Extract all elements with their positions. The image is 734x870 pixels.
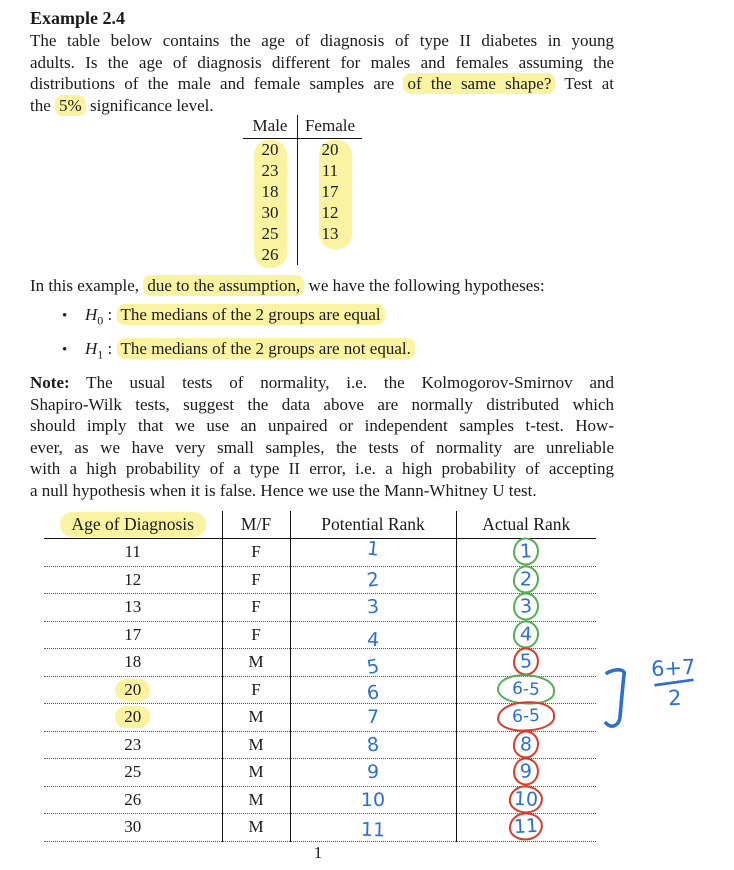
handwritten-rank: 5 (365, 655, 381, 680)
text-line: distributions of the male and female samples are of the same shape? Test at (30, 74, 614, 94)
mf-table-value: 25 (261, 224, 279, 243)
potential-rank-cell (290, 814, 456, 842)
rank-circle-annotation: 11 (508, 812, 544, 842)
mf-table-value: 13 (321, 224, 339, 243)
mf-table-value: 11 (321, 161, 339, 180)
age-cell: 12 (44, 566, 222, 594)
page-number: 1 (313, 843, 323, 862)
handwritten-rank: 4 (366, 628, 380, 652)
sex-cell: F (222, 566, 290, 594)
potential-rank-cell (290, 621, 456, 652)
age-cell: 30 (44, 814, 222, 842)
male-column (243, 115, 297, 265)
handwritten-rank: 3 (366, 595, 380, 619)
age-cell: 23 (44, 731, 222, 759)
rank-table-row (44, 814, 596, 842)
age-cell: 13 (44, 594, 222, 622)
actual-rank-cell (456, 704, 596, 732)
fraction-numerator: 6+7 (650, 654, 696, 682)
highlight: of the same shape? (403, 73, 555, 94)
hypothesis-subscript: 0 (97, 313, 104, 328)
potential-rank-cell (290, 649, 456, 680)
actual-rank-cell (456, 621, 596, 649)
sex-cell: F (222, 594, 290, 622)
highlight: due to the assumption, (143, 275, 304, 296)
female-header: Female (298, 115, 362, 139)
highlight: The medians of the 2 groups are not equal. (117, 338, 415, 359)
example-heading: Example 2.4 (30, 8, 126, 28)
potential-rank-cell (290, 786, 456, 814)
rank-circle-annotation: 1 (513, 537, 540, 566)
sex-cell: M (222, 649, 290, 677)
hypothesis-h1 (62, 339, 415, 362)
rank-circle-annotation: 10 (508, 784, 544, 814)
header-highlight: Age of Diagnosis (60, 512, 206, 537)
rank-circle-annotation: 9 (513, 757, 540, 786)
text-line: a null hypothesis when it is false. Hence we use the Mann-Whitney U test. (30, 480, 537, 500)
header-mf: M/F (222, 511, 290, 539)
text-line: Note: The usual tests of normality, i.e. the Kolmogorov-Smirnov and (30, 373, 614, 392)
sex-cell: F (222, 539, 290, 567)
highlight: 20 (115, 706, 150, 728)
text-line: Shapiro-Wilk tests, suggest the data above are normally distributed which (30, 394, 614, 414)
actual-rank-cell (456, 539, 596, 567)
highlight: The medians of the 2 groups are equal (117, 304, 385, 325)
potential-rank-cell (290, 594, 456, 622)
mf-table-value: 20 (261, 140, 279, 159)
potential-rank-cell (290, 676, 456, 704)
rank-table-row (44, 704, 596, 732)
actual-rank-cell (456, 759, 596, 787)
sex-cell: M (222, 731, 290, 759)
potential-rank-cell (290, 759, 456, 787)
bullet-icon: • (62, 308, 68, 324)
intro-paragraph (30, 30, 614, 116)
sex-cell: F (222, 676, 290, 704)
sex-cell: M (222, 759, 290, 787)
handwritten-rank: 9 (366, 761, 380, 784)
separator: : (103, 339, 117, 358)
handwritten-rank: 1 (365, 537, 381, 561)
age-cell: 18 (44, 649, 222, 677)
rank-table-row (44, 649, 596, 677)
fraction-denominator: 2 (667, 685, 683, 711)
rank-table-header-row (44, 511, 596, 539)
rank-table-row (44, 566, 596, 594)
rank-circle-annotation: 6-5 (497, 673, 556, 706)
note-paragraph (30, 372, 614, 502)
actual-rank-cell (456, 594, 596, 622)
age-cell (44, 704, 222, 732)
handwritten-rank: 7 (366, 706, 380, 729)
mf-table-value: 18 (261, 182, 279, 201)
potential-rank-cell (290, 731, 456, 759)
actual-rank-cell (456, 731, 596, 759)
actual-rank-cell (456, 566, 596, 594)
separator: : (103, 305, 117, 324)
mf-table-value: 17 (321, 182, 339, 201)
age-cell: 17 (44, 621, 222, 649)
highlight: 5% (55, 95, 86, 116)
hypothesis-symbol: H (85, 305, 98, 324)
rank-table-row (44, 594, 596, 622)
sex-cell: M (222, 704, 290, 732)
text-line: adults. Is the age of diagnosis different for males and females assuming the (30, 52, 614, 72)
fraction-annotation (645, 655, 704, 712)
rank-table (44, 511, 596, 842)
handwritten-rank: 11 (360, 818, 386, 842)
rank-table-row (44, 539, 596, 567)
actual-rank-cell (456, 814, 596, 842)
mf-table-value: 26 (261, 245, 279, 264)
handwritten-rank: 2 (365, 568, 381, 592)
sex-cell: F (222, 621, 290, 649)
bullet-icon: • (62, 342, 68, 358)
rank-circle-annotation: 2 (513, 565, 540, 594)
mf-table-value: 12 (321, 203, 339, 222)
text-line: the 5% significance level. (30, 95, 214, 115)
text-line: ever, as we have very small samples, the tests of normality are unreliable (30, 437, 614, 457)
mf-table-value: 30 (261, 203, 279, 222)
rank-circle-annotation: 8 (513, 730, 540, 759)
male-header: Male (243, 115, 297, 139)
rank-table-row (44, 786, 596, 814)
header-age-of-diagnosis (44, 511, 222, 539)
sex-cell: M (222, 786, 290, 814)
potential-rank-cell (290, 704, 456, 732)
sex-cell: M (222, 814, 290, 842)
rank-circle-annotation: 4 (513, 620, 540, 649)
rank-table-row (44, 759, 596, 787)
rank-circle-annotation: 6-5 (497, 700, 556, 733)
potential-rank-cell (290, 566, 456, 594)
hypothesis-symbol: H (85, 339, 98, 358)
bracket-annotation (604, 666, 634, 732)
handwritten-rank: 6 (365, 681, 381, 705)
actual-rank-cell (456, 786, 596, 814)
rank-table-row (44, 621, 596, 649)
handwritten-rank: 10 (360, 788, 386, 811)
header-actual-rank: Actual Rank (456, 511, 596, 539)
hypotheses-intro: In this example, due to the assumption, we have the following hypotheses: (30, 276, 545, 295)
age-cell: 11 (44, 539, 222, 567)
age-cell: 26 (44, 786, 222, 814)
mf-table-value: 23 (261, 161, 279, 180)
age-cell: 25 (44, 759, 222, 787)
rank-table-row (44, 676, 596, 704)
header-potential-rank: Potential Rank (290, 511, 456, 539)
potential-rank-cell (290, 539, 456, 567)
actual-rank-cell (456, 649, 596, 677)
age-cell (44, 676, 222, 704)
text-line: The table below contains the age of diagnosis of type II diabetes in young (30, 31, 614, 50)
mf-table-value: 20 (321, 140, 339, 159)
actual-rank-cell (456, 676, 596, 704)
hypothesis-h0 (62, 305, 385, 328)
rank-circle-annotation: 3 (513, 592, 540, 621)
female-column (297, 115, 362, 265)
rank-circle-annotation: 5 (513, 647, 540, 676)
rank-table-row (44, 731, 596, 759)
male-female-table (243, 115, 362, 265)
text-line: with a high probability of a type II error, i.e. a high probability of accepting (30, 459, 614, 479)
highlight: 20 (115, 679, 150, 701)
hypothesis-subscript: 1 (97, 347, 104, 362)
handwritten-rank: 8 (365, 733, 381, 757)
text-line: should imply that we use an unpaired or independent samples t-test. How- (30, 416, 614, 436)
